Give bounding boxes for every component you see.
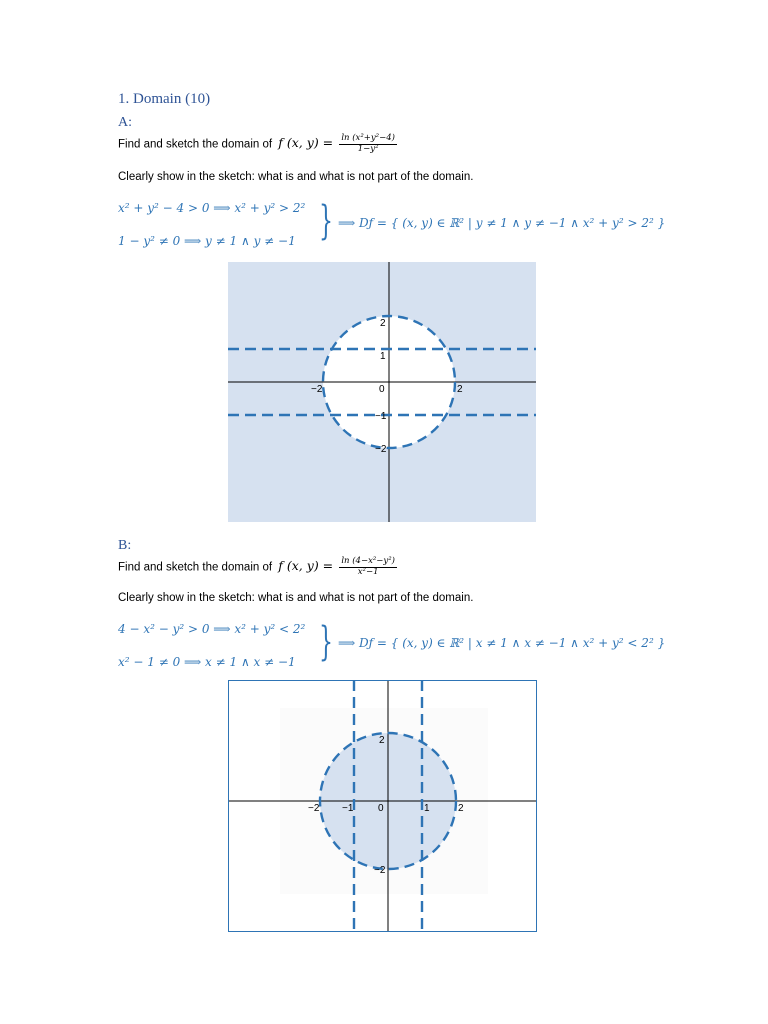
sketch-a [228, 262, 536, 522]
part-b-instruction: Clearly show in the sketch: what is and what is not part of the domain. [118, 592, 474, 604]
y-tick-label: −2 [374, 865, 386, 876]
x-tick-label: 2 [457, 384, 463, 395]
part-a-numerator: ln (x²+y²−4) [341, 133, 395, 143]
part-a-prompt-line [118, 134, 397, 155]
y-tick-label: 2 [379, 735, 385, 746]
part-a-denominator: 1−y² [357, 143, 379, 154]
y-tick-label: −2 [375, 444, 387, 455]
part-b-label: B: [118, 538, 132, 553]
sketch-b [228, 680, 537, 932]
part-a-brace: } [319, 198, 333, 244]
x-tick-label: 0 [378, 803, 384, 814]
part-a-instruction: Clearly show in the sketch: what is and what is not part of the domain. [118, 171, 474, 183]
x-tick-label: −2 [308, 803, 320, 814]
part-b-result: ⟹ Dƒ = { (x, y) ∈ ℝ² | x ≠ 1 ∧ x ≠ −1 ∧ x² + y² < 2² } [338, 636, 666, 650]
y-tick-label: −1 [375, 411, 387, 422]
part-a-condition-1: x² + y² − 4 > 0 ⟹ x² + y² > 2² [118, 201, 306, 215]
section-title: 1. Domain (10) [118, 91, 211, 107]
part-a-prompt: Find and sketch the domain of [118, 138, 273, 151]
x-tick-label: 1 [424, 803, 430, 814]
y-tick-label: 2 [380, 318, 386, 329]
x-tick-label: −2 [311, 384, 323, 395]
part-b-brace: } [319, 619, 333, 665]
y-tick-label: 1 [380, 351, 386, 362]
part-a-condition-2: 1 − y² ≠ 0 ⟹ y ≠ 1 ∧ y ≠ −1 [118, 234, 296, 248]
part-b-denominator: x²−1 [357, 566, 379, 577]
x-tick-label: 0 [379, 384, 385, 395]
part-a-function-lhs: f (x, y) = [278, 135, 334, 151]
part-b-fraction [339, 557, 397, 578]
part-b-prompt: Find and sketch the domain of [118, 561, 273, 574]
part-a-fraction [339, 134, 397, 155]
part-b-function-lhs: f (x, y) = [278, 558, 334, 574]
part-b-prompt-line [118, 557, 397, 578]
part-b-numerator: ln (4−x²−y²) [341, 556, 395, 566]
x-tick-label: −1 [342, 803, 354, 814]
part-a-result: ⟹ Dƒ = { (x, y) ∈ ℝ² | y ≠ 1 ∧ y ≠ −1 ∧ x² + y² > 2² } [338, 216, 666, 230]
part-a-label: A: [118, 115, 132, 130]
part-b-condition-2: x² − 1 ≠ 0 ⟹ x ≠ 1 ∧ x ≠ −1 [118, 655, 296, 669]
part-b-condition-1: 4 − x² − y² > 0 ⟹ x² + y² < 2² [118, 622, 306, 636]
x-tick-label: 2 [458, 803, 464, 814]
